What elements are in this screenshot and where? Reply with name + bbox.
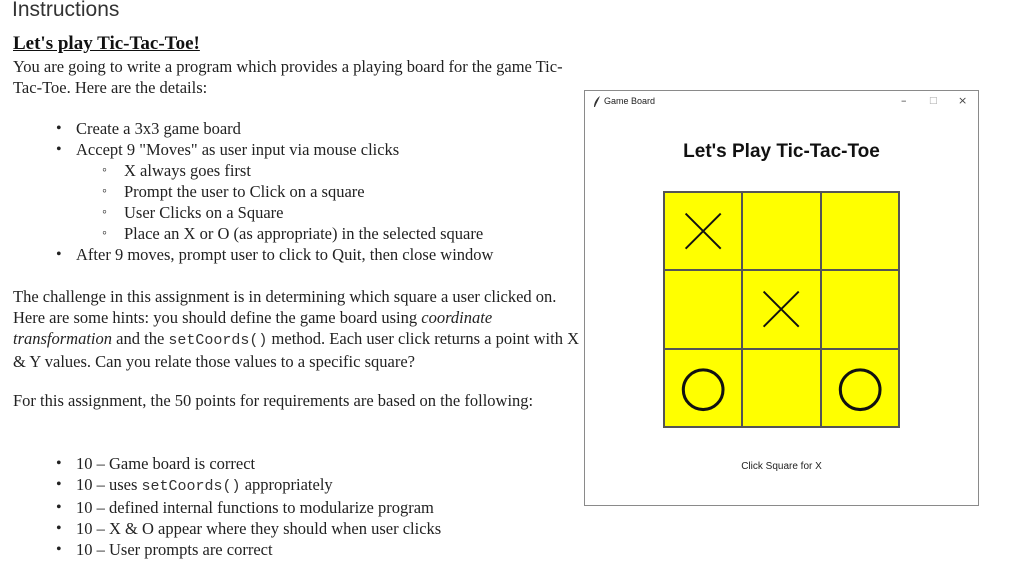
list-item: • Create a 3x3 game board [54, 118, 493, 139]
challenge-text: The challenge in this assignment is in determining which square a user clicked on. Here are some hints: you should define the game board using [13, 287, 557, 327]
board-square-4[interactable] [664, 270, 742, 348]
challenge-paragraph [13, 286, 583, 372]
instructions-heading: Instructions [12, 0, 120, 21]
x-mark [743, 271, 819, 347]
list-item: • 10 – X & O appear where they should when user clicks [54, 518, 441, 539]
board-square-1[interactable] [664, 192, 742, 270]
board-square-9[interactable] [821, 349, 899, 427]
list-item: • 10 – Game board is correct [54, 453, 441, 474]
window-titlebar[interactable] [585, 91, 978, 113]
challenge-text: and the [112, 329, 169, 348]
sub-list-item: ◦ Place an X or O (as appropriate) in the selected square [54, 223, 493, 244]
sub-list-item: ◦ X always goes first [54, 160, 493, 181]
board-square-8[interactable] [742, 349, 820, 427]
close-button[interactable]: × [958, 94, 968, 107]
board-title: Let's Play Tic-Tac-Toe [683, 141, 880, 162]
board-square-2[interactable] [742, 192, 820, 270]
game-board-window [584, 90, 979, 506]
tic-tac-toe-board [663, 191, 900, 428]
board-square-5[interactable] [742, 270, 820, 348]
o-mark [665, 350, 741, 426]
intro-paragraph: You are going to write a program which provides a playing board for the game Tic-Tac-Toe. Here are the details: [13, 57, 563, 97]
window-title: Game Board [604, 96, 656, 106]
grading-list [54, 453, 441, 560]
board-square-6[interactable] [821, 270, 899, 348]
sub-list-item: ◦ User Clicks on a Square [54, 202, 493, 223]
assignment-title: Let's play Tic-Tac-Toe! [13, 33, 200, 54]
list-item [54, 474, 441, 497]
points-intro: For this assignment, the 50 points for requirements are based on the following: [13, 391, 534, 410]
minimize-button[interactable]: – [901, 94, 907, 107]
list-item: • Accept 9 "Moves" as user input via mouse clicks [54, 139, 493, 160]
x-mark [665, 193, 741, 269]
sub-list-item: ◦ Prompt the user to Click on a square [54, 181, 493, 202]
user-prompt: Click Square for X [741, 461, 822, 472]
list-item: • 10 – defined internal functions to modularize program [54, 497, 441, 518]
requirements-list [54, 118, 493, 265]
o-mark [822, 350, 898, 426]
board-square-7[interactable] [664, 349, 742, 427]
feather-icon [593, 96, 601, 108]
code-setcoords: setCoords() [141, 478, 241, 495]
grading-text: appropriately [240, 475, 333, 494]
board-square-3[interactable] [821, 192, 899, 270]
list-item: • After 9 moves, prompt user to click to Quit, then close window [54, 244, 493, 265]
challenge-emphasis: coordinate transformation [13, 308, 493, 348]
maximize-button[interactable]: □ [929, 96, 938, 106]
list-item: • 10 – User prompts are correct [54, 539, 441, 560]
grading-text: 10 – uses [76, 475, 142, 494]
code-setcoords: setCoords() [168, 332, 268, 349]
challenge-text: method. Each user click returns a point with X & Y values. Can you relate those values to a specific square? [13, 329, 580, 371]
